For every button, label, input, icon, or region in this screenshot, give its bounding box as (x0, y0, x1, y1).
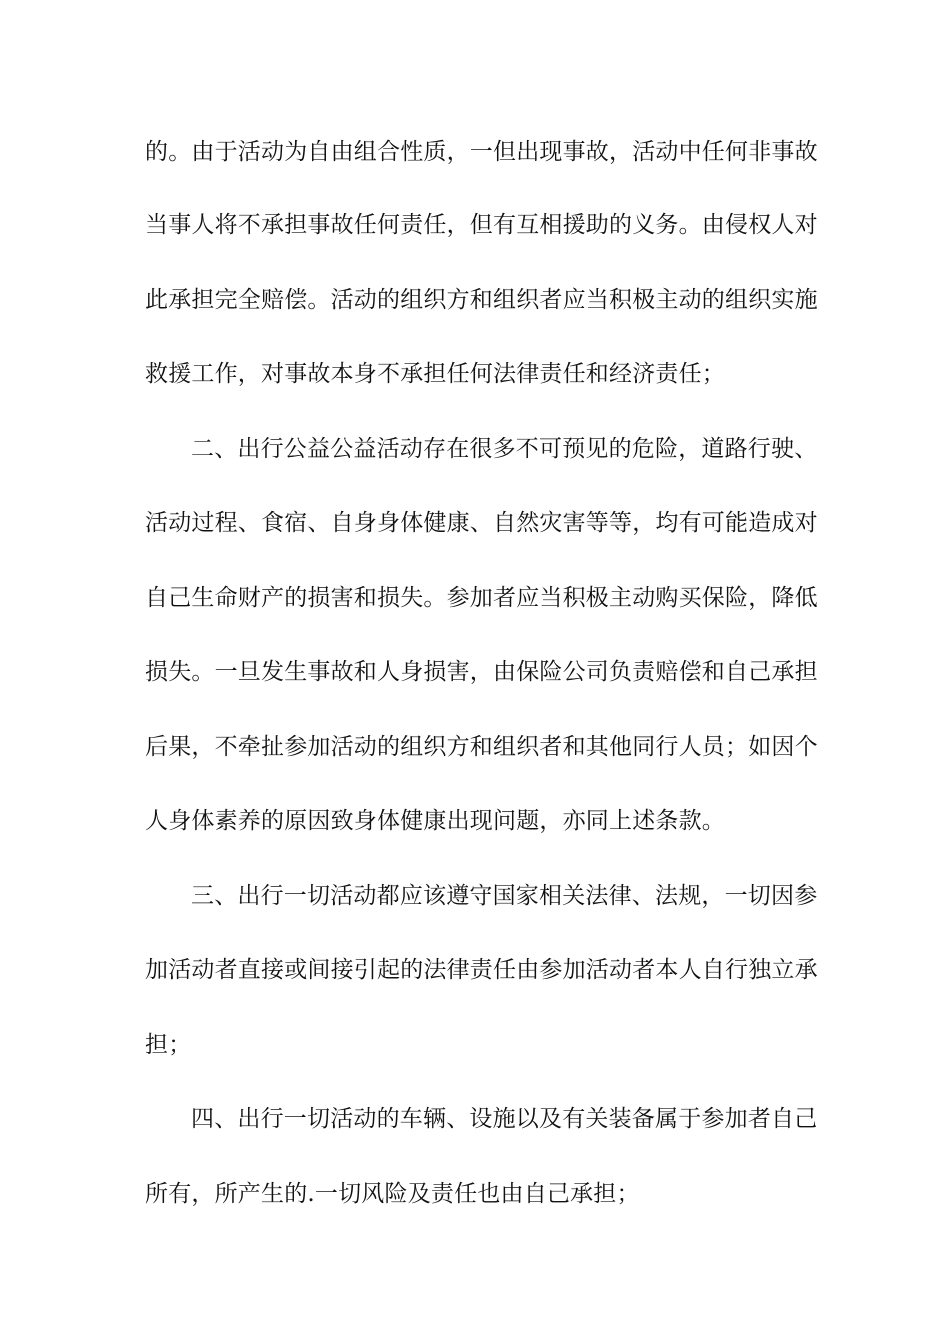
text-line: 活动过程、食宿、自身身体健康、自然灾害等等，均有可能造成对 (145, 510, 818, 536)
text-line: 加活动者直接或间接引起的法律责任由参加活动者本人自行独立承 (145, 957, 818, 983)
text-line: 此承担完全赔偿。活动的组织方和组织者应当积极主动的组织实施 (145, 287, 818, 313)
text-line: 人身体素养的原因致身体健康出现问题，亦同上述条款。 (145, 808, 725, 834)
text-line: 当事人将不承担事故任何责任，但有互相援助的义务。由侵权人对 (145, 212, 818, 238)
paragraph-three-first-line: 三、出行一切活动都应该遵守国家相关法律、法规，一切因参 (191, 883, 818, 909)
text-line: 所有，所产生的.一切风险及责任也由自己承担； (145, 1181, 640, 1207)
text-line: 损失。一旦发生事故和人身损害，由保险公司负责赔偿和自己承担 (145, 659, 818, 685)
text-line: 担； (145, 1032, 192, 1058)
text-line: 救援工作，对事故本身不承担任何法律责任和经济责任； (145, 361, 725, 387)
paragraph-two-first-line: 二、出行公益公益活动存在很多不可预见的危险，道路行驶、 (191, 436, 818, 462)
text-line: 的。由于活动为自由组合性质，一但出现事故，活动中任何非事故 (145, 139, 818, 165)
text-line: 自己生命财产的损害和损失。参加者应当积极主动购买保险，降低 (145, 585, 818, 611)
paragraph-four-first-line: 四、出行一切活动的车辆、设施以及有关装备属于参加者自己 (191, 1106, 818, 1132)
text-line: 后果，不牵扯参加活动的组织方和组织者和其他同行人员；如因个 (145, 734, 818, 760)
